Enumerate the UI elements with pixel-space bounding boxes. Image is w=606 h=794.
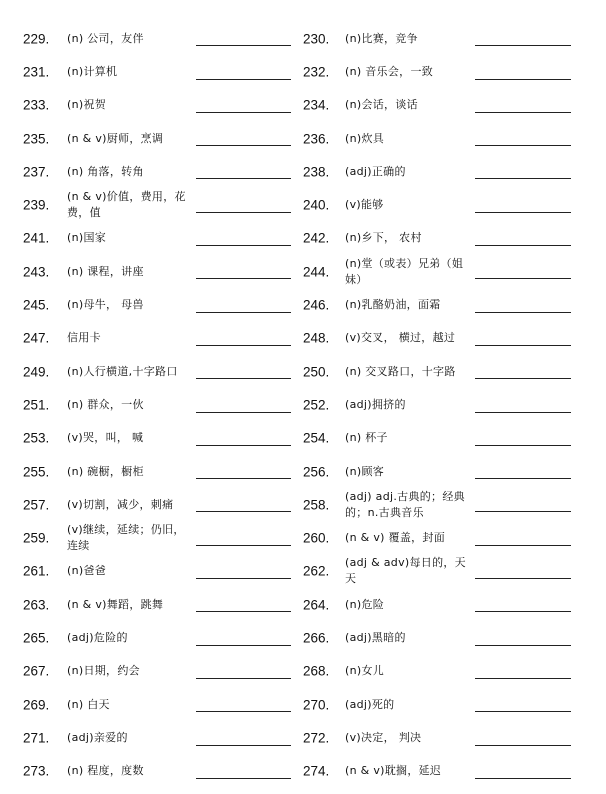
worksheet-row [0,555,606,588]
answer-blank-line[interactable] [196,312,291,313]
chinese-clue: (n & v)价值，费用，花费，值 [67,190,186,220]
worksheet-row [0,422,606,455]
item-number: 244. [303,264,330,280]
worksheet-row [0,288,606,321]
worksheet-row [0,755,606,788]
answer-blank-line[interactable] [475,578,571,579]
item-number: 269. [23,697,50,713]
worksheet-row [0,721,606,754]
answer-blank-line[interactable] [475,711,571,712]
worksheet-row [0,388,606,421]
chinese-clue: (n)炊具 [345,131,385,145]
chinese-clue: (n)比赛，竞争 [345,31,418,45]
answer-blank-line[interactable] [196,278,291,279]
answer-blank-line[interactable] [196,778,291,779]
item-number: 231. [23,64,50,80]
answer-blank-line[interactable] [196,45,291,46]
chinese-clue: (n) 群众，一伙 [67,397,144,411]
chinese-clue: (n)会话，谈话 [345,98,418,112]
chinese-clue: (v)能够 [345,198,384,212]
item-number: 255. [23,464,50,479]
worksheet-row [0,188,606,221]
worksheet-row [0,122,606,155]
answer-blank-line[interactable] [475,112,571,113]
answer-blank-line[interactable] [475,611,571,612]
item-number: 248. [303,330,330,346]
chinese-clue: (n) 程度，度数 [67,764,144,778]
item-number: 259. [23,530,50,546]
chinese-clue: (n)计算机 [67,64,118,78]
item-number: 274. [303,763,330,779]
worksheet-row [0,322,606,355]
chinese-clue: (adj & adv)每日的，天天 [345,556,466,586]
chinese-clue: (adj)死的 [345,697,395,711]
item-number: 229. [23,31,50,47]
item-number: 260. [303,530,330,546]
item-number: 237. [23,164,50,180]
item-number: 250. [303,364,330,380]
chinese-clue: (n)乳酪奶油，面霜 [345,298,441,312]
answer-blank-line[interactable] [196,178,291,179]
chinese-clue: (n)爸爸 [67,564,107,578]
worksheet-row [0,89,606,122]
worksheet-row [0,521,606,554]
answer-blank-line[interactable] [475,645,571,646]
chinese-clue: (n)乡下， 农村 [345,231,422,245]
item-number: 239. [23,197,50,213]
item-number: 271. [23,730,50,746]
chinese-clue: (n)国家 [67,231,107,245]
chinese-clue: (n & v) 覆盖，封面 [345,531,446,545]
item-number: 243. [23,264,50,280]
answer-blank-line[interactable] [196,112,291,113]
item-number: 254. [303,430,330,446]
chinese-clue: (v)切割，减少，刺痛 [67,497,174,511]
item-number: 233. [23,97,50,113]
chinese-clue: (n)祝贺 [67,98,107,112]
answer-blank-line[interactable] [196,711,291,712]
answer-blank-line[interactable] [196,545,291,546]
item-number: 272. [303,730,330,746]
chinese-clue: (adj)危险的 [67,630,128,644]
chinese-clue: 信用卡 [67,331,101,345]
worksheet-row [0,22,606,55]
answer-blank-line[interactable] [475,445,571,446]
answer-blank-line[interactable] [196,145,291,146]
chinese-clue: (n) 音乐会，一致 [345,64,434,78]
answer-blank-line[interactable] [475,412,571,413]
chinese-clue: (n)顾客 [345,464,385,478]
answer-blank-line[interactable] [196,578,291,579]
answer-blank-line[interactable] [475,312,571,313]
item-number: 246. [303,297,330,313]
chinese-clue: (n) 课程，讲座 [67,264,144,278]
worksheet-row [0,255,606,288]
item-number: 258. [303,497,330,513]
item-number: 257. [23,497,50,513]
answer-blank-line[interactable] [196,745,291,746]
item-number: 264. [303,597,330,613]
chinese-clue: (adj) adj.古典的；经典的；n.古典音乐 [345,489,465,519]
item-number: 249. [23,364,50,380]
chinese-clue: (n) 角落，转角 [67,164,144,178]
worksheet-row [0,655,606,688]
item-number: 242. [303,230,330,246]
chinese-clue: (adj)拥挤的 [345,397,406,411]
item-number: 253. [23,430,50,446]
item-number: 263. [23,597,50,613]
answer-blank-line[interactable] [196,445,291,446]
worksheet-row [0,355,606,388]
answer-blank-line[interactable] [475,245,571,246]
item-number: 251. [23,397,50,413]
item-number: 268. [303,663,330,679]
worksheet-row [0,55,606,88]
item-number: 238. [303,164,330,180]
answer-blank-line[interactable] [196,478,291,479]
chinese-clue: (adj)亲爱的 [67,730,128,744]
chinese-clue: (n)人行横道,十字路口 [67,364,178,378]
answer-blank-line[interactable] [475,545,571,546]
chinese-clue: (v)哭，叫， 喊 [67,431,144,445]
chinese-clue: (n) 白天 [67,697,110,711]
item-number: 245. [23,297,50,313]
chinese-clue: (n)危险 [345,597,385,611]
item-number: 235. [23,131,50,147]
chinese-clue: (n) 交叉路口，十字路 [345,364,456,378]
worksheet-row [0,455,606,488]
answer-blank-line[interactable] [475,745,571,746]
item-number: 240. [303,197,330,213]
vocabulary-worksheet [0,22,606,788]
chinese-clue: (n) 公司，友伴 [67,31,144,45]
worksheet-row [0,588,606,621]
answer-blank-line[interactable] [196,245,291,246]
answer-blank-line[interactable] [196,611,291,612]
answer-blank-line[interactable] [196,412,291,413]
worksheet-row [0,688,606,721]
item-number: 230. [303,31,330,47]
chinese-clue: (n) 碗橱，橱柜 [67,464,144,478]
item-number: 267. [23,663,50,679]
item-number: 270. [303,697,330,713]
item-number: 261. [23,563,50,579]
item-number: 265. [23,630,50,646]
answer-blank-line[interactable] [475,212,571,213]
chinese-clue: (n & v)舞蹈，跳舞 [67,597,164,611]
chinese-clue: (v)交叉， 横过，越过 [345,331,456,345]
chinese-clue: (n & v)厨师，烹调 [67,131,164,145]
chinese-clue: (adj)正确的 [345,164,406,178]
item-number: 241. [23,230,50,246]
worksheet-row [0,621,606,654]
answer-blank-line[interactable] [475,378,571,379]
answer-blank-line[interactable] [475,278,571,279]
answer-blank-line[interactable] [475,79,571,80]
answer-blank-line[interactable] [475,511,571,512]
answer-blank-line[interactable] [196,79,291,80]
chinese-clue: (v)继续，延续；仍旧，连续 [67,523,185,553]
worksheet-row [0,222,606,255]
item-number: 262. [303,563,330,579]
answer-blank-line[interactable] [475,778,571,779]
item-number: 247. [23,330,50,346]
answer-blank-line[interactable] [475,145,571,146]
chinese-clue: (n)母牛， 母兽 [67,298,144,312]
chinese-clue: (adj)黑暗的 [345,630,406,644]
answer-blank-line[interactable] [475,345,571,346]
answer-blank-line[interactable] [196,678,291,679]
chinese-clue: (v)决定， 判决 [345,730,422,744]
item-number: 236. [303,131,330,147]
chinese-clue: (n & v)耽搁，延迟 [345,764,442,778]
chinese-clue: (n)日期，约会 [67,664,140,678]
answer-blank-line[interactable] [196,645,291,646]
answer-blank-line[interactable] [196,511,291,512]
answer-blank-line[interactable] [196,212,291,213]
item-number: 273. [23,763,50,779]
item-number: 266. [303,630,330,646]
answer-blank-line[interactable] [475,478,571,479]
chinese-clue: (n)女儿 [345,664,385,678]
item-number: 234. [303,97,330,113]
chinese-clue: (n)堂（或表）兄弟（姐妹） [345,256,464,286]
item-number: 232. [303,64,330,80]
answer-blank-line[interactable] [475,678,571,679]
answer-blank-line[interactable] [196,378,291,379]
answer-blank-line[interactable] [475,45,571,46]
item-number: 256. [303,464,330,479]
answer-blank-line[interactable] [475,178,571,179]
worksheet-row [0,488,606,521]
worksheet-row [0,155,606,188]
item-number: 252. [303,397,330,413]
answer-blank-line[interactable] [196,345,291,346]
chinese-clue: (n) 杯子 [345,431,388,445]
